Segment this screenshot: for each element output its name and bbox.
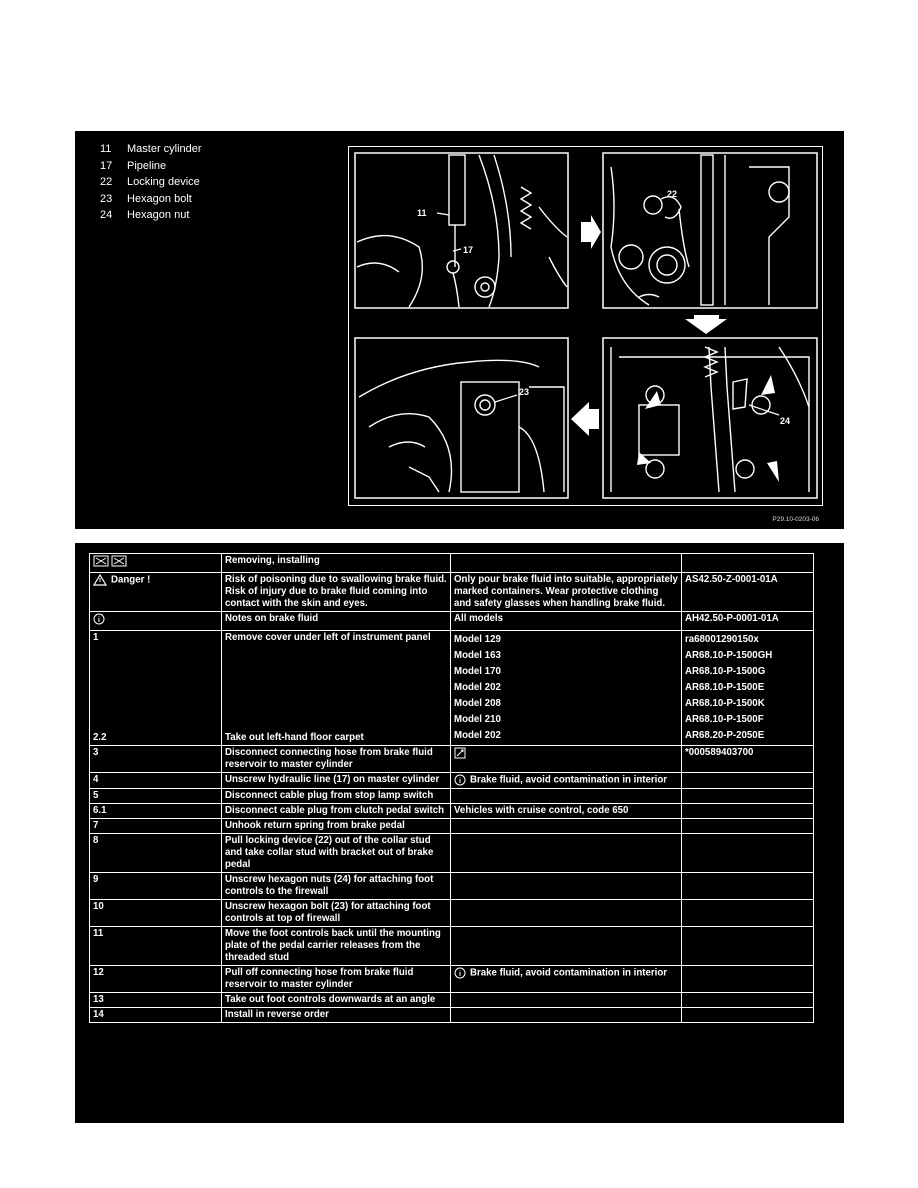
arrow-right-icon [581, 215, 601, 249]
step-text: Disconnect connecting hose from brake fluid reservoir to master cylinder [222, 746, 451, 773]
danger-label: Danger ! [111, 574, 151, 586]
legend-item [100, 191, 202, 208]
step-text: Move the foot controls back until the mounting plate of the pedal carrier releases from the threaded stud [222, 926, 451, 965]
legend-label: Hexagon nut [127, 209, 190, 222]
legend-number: 22 [100, 176, 113, 189]
step-number: 3 [90, 746, 222, 773]
pointer-arrow-icon [637, 452, 651, 465]
table-row [90, 773, 814, 789]
model-item: Model 202 [454, 730, 501, 741]
step-number: 1 [93, 632, 99, 643]
legend-item [100, 207, 202, 224]
callout-24: 24 [780, 416, 791, 426]
step-text: Unscrew hydraulic line (17) on master cylinder [222, 773, 451, 789]
notes-text: Notes on brake fluid [222, 612, 451, 631]
foot-controls-illustration [349, 147, 822, 505]
model-item: Model 170 [454, 666, 501, 677]
step-text: Install in reverse order [222, 1007, 451, 1022]
procedure-panel [75, 543, 844, 1123]
figure-reference-code: P29.10-0203-06 [772, 516, 819, 523]
view-4-drawing [359, 360, 564, 492]
illustration-frame [348, 146, 823, 506]
model-item: Model 129 [454, 634, 501, 645]
svg-text:i: i [98, 617, 100, 624]
callout-17: 17 [463, 245, 474, 255]
legend-label: Master cylinder [127, 143, 202, 155]
table-row [90, 788, 814, 803]
ref-link[interactable]: AR68.10-P-1500K [685, 698, 765, 709]
table-row [90, 833, 814, 872]
notes-scope: All models [451, 612, 682, 631]
step-text: Unhook return spring from brake pedal [222, 818, 451, 833]
legend-number: 17 [100, 159, 113, 172]
step-number: 4 [90, 773, 222, 789]
legend-label: Pipeline [127, 159, 167, 172]
info-circle-icon [93, 613, 105, 625]
step-text: Disconnect cable plug from stop lamp switch [222, 788, 451, 803]
step-note: Brake fluid, avoid contamination in interior [470, 774, 668, 786]
legend-number: 24 [100, 209, 113, 222]
step-number: 11 [90, 926, 222, 965]
info-circle-icon [454, 967, 466, 979]
warning-triangle-icon [93, 574, 107, 586]
legend-item [100, 158, 202, 175]
arrow-left-icon [571, 402, 599, 436]
danger-label-cell [90, 573, 222, 612]
table-row [90, 926, 814, 965]
table-row [90, 872, 814, 899]
view-2-drawing [611, 155, 789, 305]
table-row [90, 965, 814, 992]
step-text: Pull locking device (22) out of the collar stud and take collar stud with bracket out of brake pedal [222, 833, 451, 872]
table-row [90, 573, 814, 612]
ref-link[interactable]: AR68.10-P-1500G [685, 666, 766, 677]
legend-label: Locking device [127, 176, 200, 189]
step-text: Unscrew hexagon bolt (23) for attaching foot controls at top of firewall [222, 899, 451, 926]
danger-note: Only pour brake fluid into suitable, appropriately marked containers. Wear protective clothing and safety glasses when handling brake fluid. [451, 573, 682, 612]
illustration-view-1 [355, 153, 568, 308]
legend-label: Hexagon bolt [127, 192, 192, 205]
tool-icon [454, 747, 466, 759]
ref-link[interactable]: AR68.10-P-1500GH [685, 650, 773, 661]
model-item: Model 163 [454, 650, 501, 661]
illustration-panel [75, 131, 844, 529]
legend-number: 11 [100, 143, 112, 155]
step-number: 2.2 [93, 732, 107, 743]
svg-text:i: i [459, 778, 461, 785]
ref-link[interactable]: AR68.20-P-2050E [685, 730, 765, 741]
model-item: Model 202 [454, 682, 501, 693]
svg-text:i: i [459, 970, 461, 978]
ref-link[interactable]: AR68.10-P-1500F [685, 714, 764, 725]
ref-link[interactable]: AR68.10-P-1500E [685, 682, 765, 693]
table-row [90, 818, 814, 833]
step-text: Take out foot controls downwards at an angle [222, 992, 451, 1007]
step-note: Vehicles with cruise control, code 650 [451, 803, 682, 818]
table-row [90, 992, 814, 1007]
danger-ref-link[interactable]: AS42.50-Z-0001-01A [682, 573, 814, 612]
step-text: Remove cover under left of instrument panel [225, 632, 431, 643]
table-row [90, 612, 814, 631]
callout-11: 11 [417, 208, 427, 218]
pointer-arrow-icon [761, 375, 775, 395]
pointer-arrow-icon [767, 461, 779, 482]
step-number: 13 [90, 992, 222, 1007]
header-icon-cell [90, 554, 222, 573]
step-text: Disconnect cable plug from clutch pedal switch [222, 803, 451, 818]
notes-ref-link[interactable]: AH42.50-P-0001-01A [682, 612, 814, 631]
table-row [90, 631, 814, 746]
remove-install-icon [93, 555, 129, 567]
illustration-view-2 [603, 153, 817, 308]
procedure-table [89, 553, 814, 1023]
view-1-drawing [357, 155, 567, 307]
table-row [90, 899, 814, 926]
step-number: 8 [90, 833, 222, 872]
step-number: 9 [90, 872, 222, 899]
model-item: Model 208 [454, 698, 501, 709]
step-text: Take out left-hand floor carpet [225, 732, 364, 743]
table-row [90, 746, 814, 773]
step-number: 10 [90, 899, 222, 926]
legend-item [100, 141, 202, 158]
step-number: 6.1 [90, 803, 222, 818]
legend-item [100, 174, 202, 191]
header-title: Removing, installing [222, 554, 451, 573]
table-row [90, 1007, 814, 1022]
step-number: 12 [90, 965, 222, 992]
legend-number: 23 [100, 192, 113, 205]
table-header-row [90, 554, 814, 573]
arrow-down-icon [685, 315, 727, 334]
step-number: 5 [90, 788, 222, 803]
danger-text: Risk of poisoning due to swallowing brake fluid. Risk of injury due to brake fluid coming into contact with the skin and eyes. [222, 573, 451, 612]
figure-legend [100, 141, 202, 224]
ref-link[interactable]: ra68001290150x [685, 634, 759, 645]
table-row [90, 803, 814, 818]
callout-23: 23 [519, 387, 530, 397]
step-number: 14 [90, 1007, 222, 1022]
step-text: Unscrew hexagon nuts (24) for attaching foot controls to the firewall [222, 872, 451, 899]
step-note: Brake fluid, avoid contamination in interior [470, 967, 668, 979]
step-text: Pull off connecting hose from brake fluid reservoir to master cylinder [222, 965, 451, 992]
tool-ref-link[interactable]: *000589403700 [682, 746, 814, 773]
model-item: Model 210 [454, 714, 501, 725]
step-number: 7 [90, 818, 222, 833]
callout-22: 22 [667, 189, 678, 199]
info-circle-icon [454, 774, 466, 786]
